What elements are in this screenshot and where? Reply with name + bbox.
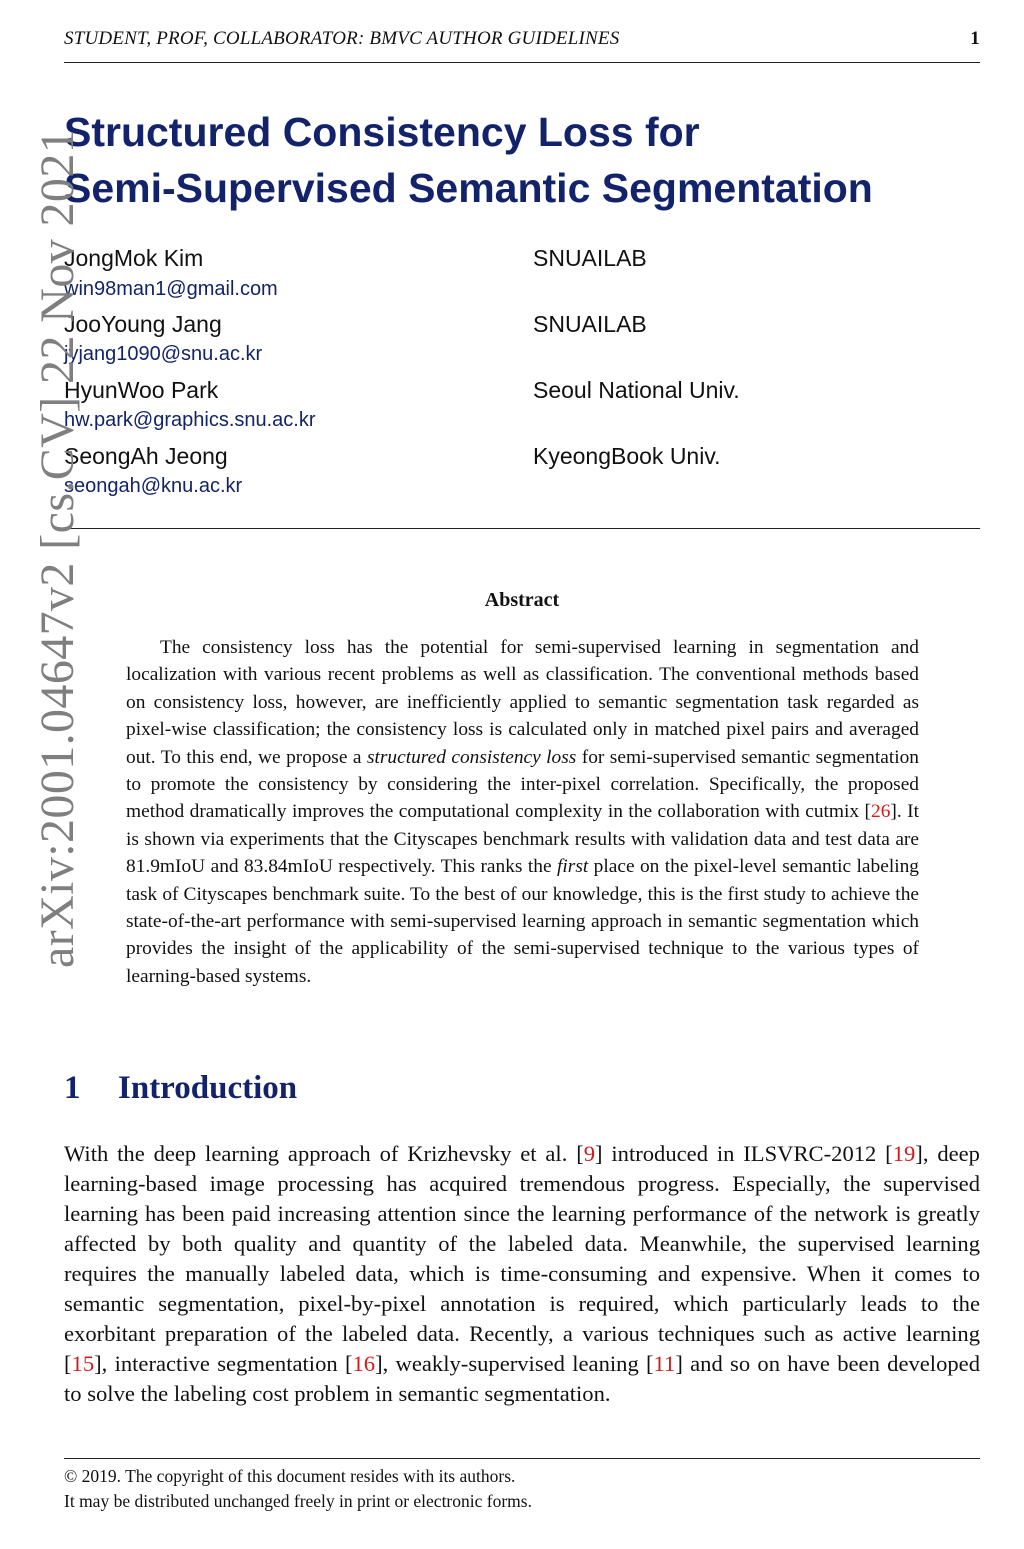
abstract-body: The consistency loss has the potential for semi-supervised learning in segmentation and localization with various recent problems as well as classification. The conventional methods based on consistency loss, however, are inefficiently applied to semantic segmentation task regarded as pixel-wise classification; the consistency loss is calculated only in matched pixel pairs and averaged out. To this end, we propose a structured consistency loss for semi-supervised semantic segmentation to promote the consistency by considering the inter-pixel correlation. Specifically, the proposed method dramatically improves the computational complexity in the collaboration with cutmix [26]. It is shown via experiments that the Cityscapes benchmark results with validation data and test data are 81.9mIoU and 83.84mIoU respectively. This ranks the first place on the pixel-level semantic labeling task of Cityscapes benchmark suite. To the best of our knowledge, this is the first study to achieve the state-of-the-art performance with semi-supervised learning approach in semantic segmentation which provides the insight of the applicability of the semi-supervised technique to the various types of learning-based systems.	[126, 637, 919, 987]
section-heading	[64, 1070, 297, 1107]
copyright-line-2: It may be distributed unchanged freely in print or electronic forms.	[64, 1491, 532, 1511]
author-email-link[interactable]: hw.park@graphics.snu.ac.kr	[64, 409, 316, 431]
author-name: HyunWoo Park	[64, 377, 219, 403]
citation-link[interactable]: 26	[871, 801, 891, 823]
paper-title	[64, 104, 980, 216]
author-name: JooYoung Jang	[64, 311, 222, 337]
abstract-heading: Abstract	[484, 589, 560, 611]
author-affiliation: KyeongBook Univ.	[533, 443, 721, 469]
citation-link[interactable]: 9	[583, 1141, 596, 1166]
author-affiliation: SNUAILAB	[533, 245, 647, 271]
author-email-link[interactable]: jyjang1090@snu.ac.kr	[64, 343, 263, 365]
copyright-line-1: © 2019. The copyright of this document resides with its authors.	[64, 1466, 516, 1486]
footer-rule	[64, 1458, 980, 1459]
title-line-2: Semi-Supervised Semantic Segmentation	[64, 165, 873, 211]
arxiv-stamp: arXiv:2001.04647v2 [cs.CV] 22 Nov 2021	[31, 128, 84, 968]
authors-rule	[64, 528, 980, 529]
emphasis: first	[557, 856, 589, 878]
citation-link[interactable]: 16	[352, 1351, 376, 1376]
author-name: JongMok Kim	[64, 245, 204, 271]
header-rule	[64, 62, 980, 63]
section-title: Introduction	[118, 1070, 298, 1106]
author-email-link[interactable]: seongah@knu.ac.kr	[64, 475, 243, 497]
citation-link[interactable]: 15	[71, 1351, 95, 1376]
citation-link[interactable]: 11	[653, 1351, 676, 1376]
title-line-1: Structured Consistency Loss for	[64, 109, 700, 155]
author-affiliation: SNUAILAB	[533, 311, 647, 337]
author-name: SeongAh Jeong	[64, 443, 228, 469]
author-affiliation: Seoul National Univ.	[533, 377, 740, 403]
running-header	[64, 28, 980, 54]
page-number: 1	[970, 28, 980, 49]
emphasis: structured consistency loss	[366, 746, 577, 768]
copyright-footer	[64, 1464, 532, 1514]
section-number: 1	[64, 1070, 81, 1106]
running-title: STUDENT, PROF, COLLABORATOR: BMVC AUTHOR GUIDELINES	[64, 28, 620, 49]
author-email-link[interactable]: win98man1@gmail.com	[64, 278, 278, 300]
citation-link[interactable]: 19	[892, 1141, 916, 1166]
introduction-body: With the deep learning approach of Krizhevsky et al. [9] introduced in ILSVRC-2012 [19], deep learning-based image processing has acquired tremendous progress. Especially, the supervised learning has been paid increasing attention since the learning performance of the network is greatly affected by both quality and quantity of the labeled data. Meanwhile, the supervised learning requires the manually labeled data, which is time-consuming and expensive. When it comes to semantic segmentation, pixel-by-pixel annotation is required, which particularly leads to the exorbitant preparation of the labeled data. Recently, a various techniques such as active learning [15], interactive segmentation [16], weakly-supervised leaning [11] and so on have been developed to solve the labeling cost problem in semantic segmentation.	[64, 1141, 980, 1406]
